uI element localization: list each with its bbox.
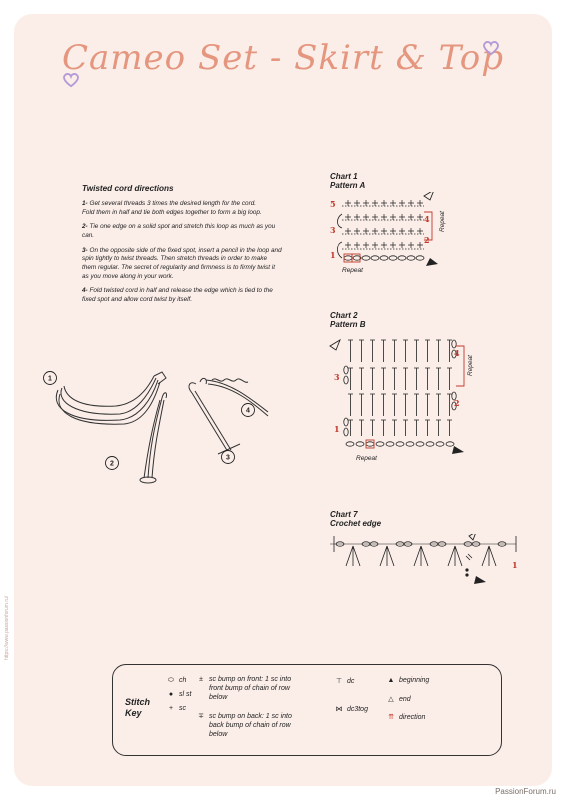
chart2-repeat-bottom: Repeat (356, 455, 377, 462)
direction-step-4: 4- Fold twisted cord in half and release the edge which is tied to the fixed spot and allow cord twist by itself. (82, 287, 273, 303)
end-arrow-icon: △ (388, 696, 394, 703)
watermark: https://www.passionforum.ru/ (4, 595, 10, 660)
direction-step-1: 1- Get several threads 3 times the desired length for the cord. Fold them in half and tie both edges together to form a big loop. (82, 200, 262, 216)
chart7-row-1: 1 (512, 560, 518, 570)
stitch-key (112, 664, 502, 756)
figure-number-3: 3 (226, 454, 230, 462)
single-crochet-icon: + (168, 705, 174, 712)
beginning-arrow-icon: ▲ (387, 677, 395, 684)
key-sc-front: ± sc bump on front: 1 sc into front bump of chain of row below (209, 676, 297, 702)
direction-step-3: 3- On the opposite side of the fixed spot, insert a pencil in the loop and spin tightly to twist threads. Then stretch threads in order to make them regular. The secret of regularity and firmness is to firmly twist it as you move along in your work. (82, 246, 282, 280)
chart2-row-1: 1 (334, 424, 340, 434)
chart2-row-3: 3 (334, 372, 340, 382)
key-dc: ⊤ dc (333, 677, 354, 685)
chart2-pattern-b (326, 334, 476, 468)
key-dc3tog: ⋈ dc3tog (333, 705, 368, 713)
key-ch: ⬭ ch (165, 677, 186, 685)
slip-stitch-icon: ● (168, 691, 174, 698)
stitch-key-title: Stitch Key (125, 697, 151, 719)
key-beginning: ▲ beginning (385, 677, 429, 684)
double-crochet-icon: ⊤ (335, 678, 343, 685)
chart2-repeat-side: Repeat (467, 355, 474, 376)
chart1-repeat-bottom: Repeat (342, 267, 363, 274)
figure-number-1: 1 (48, 375, 52, 383)
twisted-cord-directions (82, 183, 282, 310)
dc3tog-icon: ⋈ (335, 706, 343, 713)
chart1-row-3: 3 (330, 225, 336, 235)
key-direction: ⇈ direction (385, 713, 425, 721)
heart-icon-right (482, 40, 500, 56)
chart2-title: Chart 2 Pattern B (330, 311, 366, 330)
chart7-crochet-edge (326, 534, 526, 586)
chart1-row-4: 4 (424, 214, 430, 224)
direction-arrow-icon: ⇈ (388, 714, 394, 721)
figure-number-2: 2 (110, 460, 114, 468)
chart2-row-4: 4 (454, 348, 460, 358)
sc-bump-front-icon: ± (199, 676, 203, 683)
chart1-repeat-side: Repeat (439, 211, 446, 232)
chain-icon: ⬭ (168, 677, 174, 684)
chart7-title: Chart 7 Crochet edge (330, 510, 382, 529)
direction-step-2: 2- Tie one edge on a solid spot and stretch this loop as much as you can. (82, 223, 276, 239)
page-title: Cameo Set - Skirt & Top (62, 38, 504, 78)
chart1-row-2: 2 (424, 235, 430, 245)
key-slst: ● sl st (165, 691, 191, 698)
chart1-title: Chart 1 Pattern A (330, 172, 366, 191)
sc-bump-back-icon: ∓ (198, 713, 204, 720)
chart1-row-1: 1 (330, 250, 336, 260)
footer-site: PassionForum.ru (495, 787, 556, 796)
chart1-pattern-a (326, 192, 466, 278)
key-sc-back: ∓ sc bump on back: 1 sc into back bump of chain of row below (209, 713, 297, 739)
chart2-row-2: 2 (454, 398, 460, 408)
key-end: △ end (385, 695, 411, 703)
chart1-row-5: 5 (330, 199, 336, 209)
twisted-cord-illustration (40, 368, 280, 498)
heart-icon-left (62, 72, 80, 88)
directions-heading: Twisted cord directions (82, 184, 174, 193)
figure-number-4: 4 (246, 407, 250, 415)
key-sc: + sc (165, 705, 186, 712)
